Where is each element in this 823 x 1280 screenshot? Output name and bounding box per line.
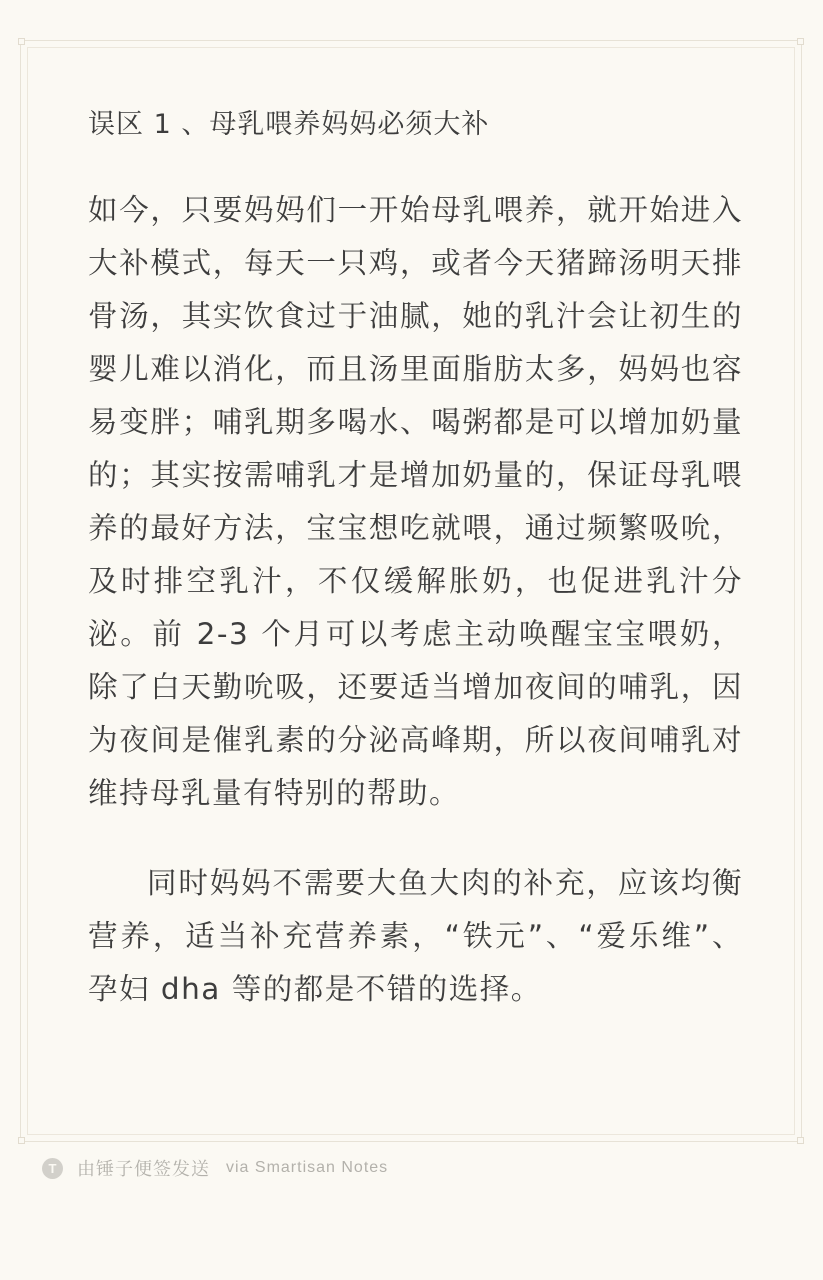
note-content — [88, 100, 743, 1016]
corner-ornament — [18, 38, 25, 45]
note-paragraph: 同时妈妈不需要大鱼大肉的补充，应该均衡营养，适当补充营养素，“铁元”、“爱乐维”、孕妇 dha 等的都是不错的选择。 — [88, 866, 743, 1006]
smartisan-t-icon: T — [42, 1158, 63, 1179]
footer-via: via Smartisan Notes — [226, 1159, 389, 1176]
note-paragraph: 如今，只要妈妈们一开始母乳喂养，就开始进入大补模式，每天一只鸡，或者今天猪蹄汤明天排骨汤，其实饮食过于油腻，她的乳汁会让初生的婴儿难以消化，而且汤里面脂肪太多，妈妈也容易变胖；哺乳期多喝水、喝粥都是可以增加奶量的；其实按需哺乳才是增加奶量的，保证母乳喂养的最好方法，宝宝想吃就喂，通过频繁吸吮，及时排空乳汁，不仅缓解胀奶，也促进乳汁分泌。前 2-3 个月可以考虑主动唤醒宝宝喂奶，除了白天勤吮吸，还要适当增加夜间的哺乳，因为夜间是催乳素的分泌高峰期，所以夜间哺乳对维持母乳量有特别的帮助。 — [88, 193, 743, 810]
note-heading: 误区 1 、母乳喂养妈妈必须大补 — [88, 109, 490, 140]
corner-ornament — [797, 38, 804, 45]
corner-ornament — [797, 1137, 804, 1144]
corner-ornament — [18, 1137, 25, 1144]
footer-signature — [42, 1156, 388, 1180]
footer-sent-by: 由锤子便签发送 — [77, 1159, 210, 1180]
